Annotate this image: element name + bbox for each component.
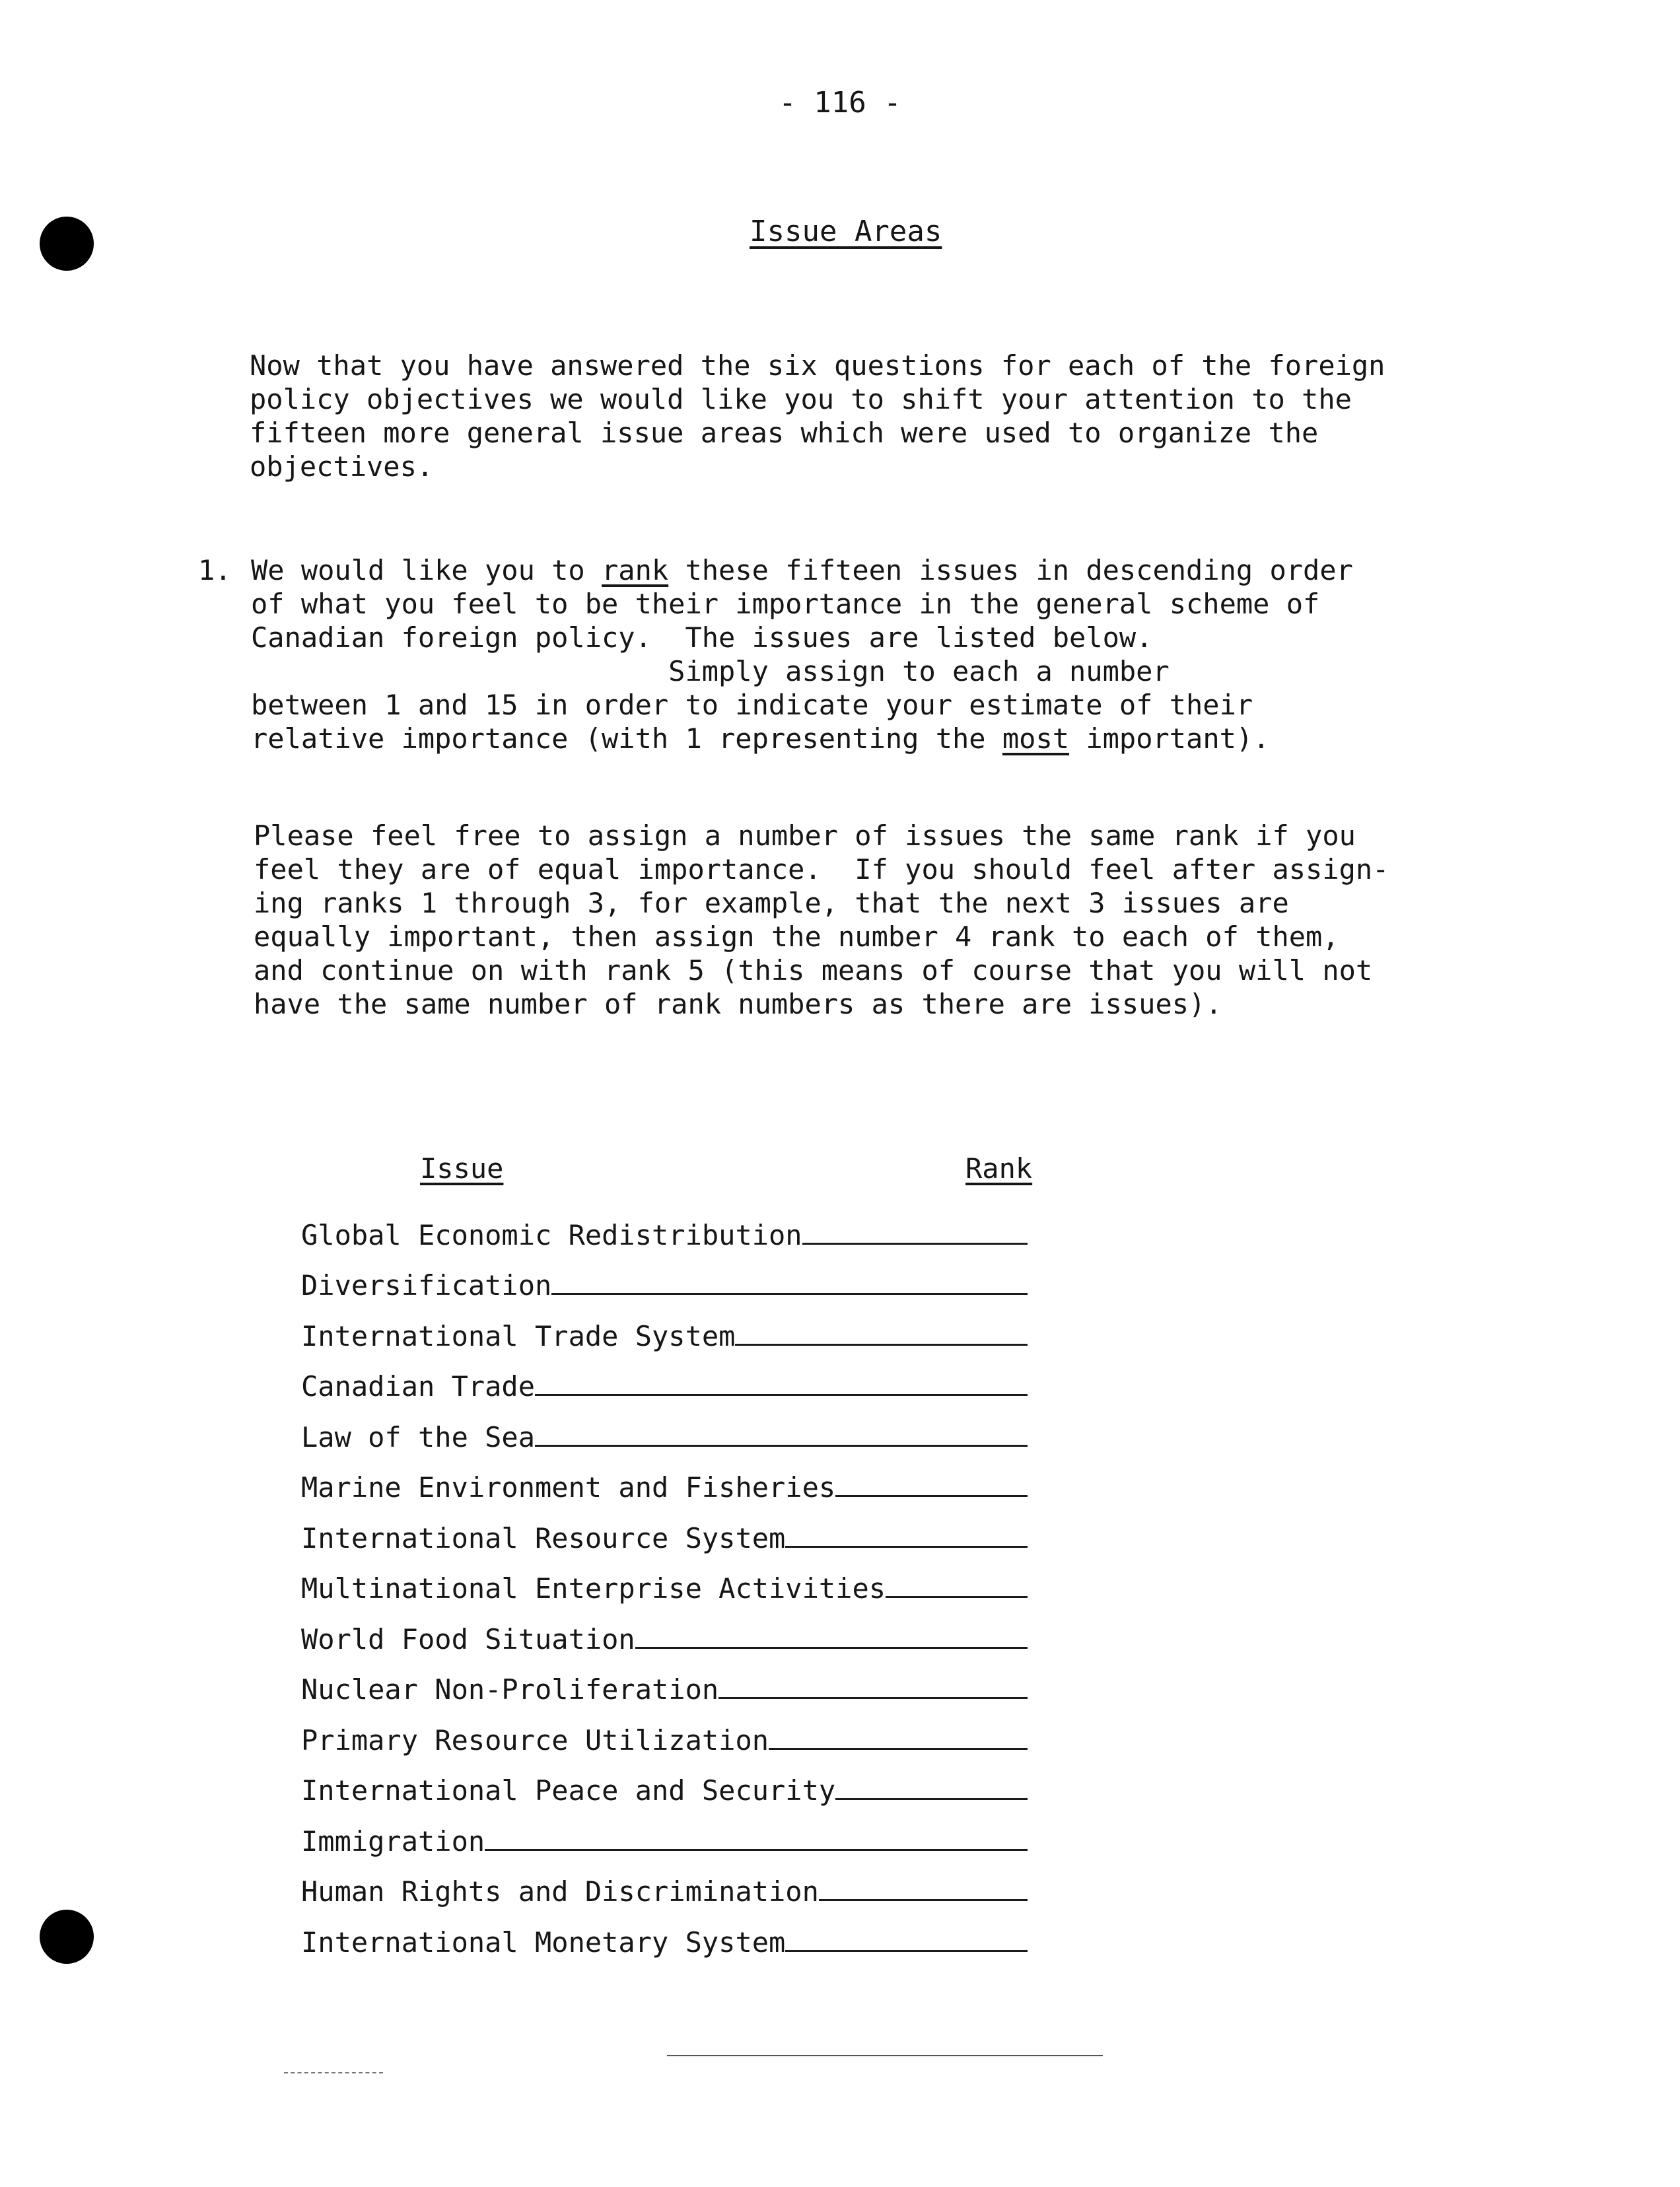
rank-blank[interactable] <box>785 1950 1028 1952</box>
issue-list <box>301 1200 1061 1959</box>
rank-blank[interactable] <box>535 1445 1028 1447</box>
issue-label: Diversification <box>301 1269 552 1302</box>
issue-row <box>301 1756 1061 1807</box>
emphasis-most: most <box>1002 722 1070 755</box>
issue-label: International Monetary System <box>301 1926 786 1959</box>
binder-hole <box>40 1910 94 1964</box>
rank-blank[interactable] <box>769 1748 1028 1750</box>
binder-hole <box>40 217 94 271</box>
question-text: these fifteen issues in descending order of what you feel to be their importance in the general scheme of Canadian foreign policy. The issues are listed below. Simply assign to each a number between 1 and 15 in order to indicate your estimate of their relative importance (with 1 representing the <box>251 554 1353 755</box>
rank-blank[interactable] <box>835 1495 1028 1497</box>
issue-label: International Resource System <box>301 1521 786 1554</box>
issue-row <box>301 1807 1061 1857</box>
issue-label: Primary Resource Utilization <box>301 1723 769 1756</box>
rank-blank[interactable] <box>535 1394 1028 1396</box>
issue-row <box>301 1504 1061 1554</box>
issue-label: Marine Environment and Fisheries <box>301 1471 836 1504</box>
issue-label: Multinational Enterprise Activities <box>301 1572 886 1605</box>
issue-label: Canadian Trade <box>301 1370 536 1403</box>
issue-row <box>301 1908 1061 1959</box>
rank-blank[interactable] <box>886 1596 1028 1598</box>
rank-blank[interactable] <box>551 1293 1028 1295</box>
issue-row <box>301 1605 1061 1655</box>
issue-row <box>301 1655 1061 1706</box>
issue-row <box>301 1403 1061 1453</box>
issue-row <box>301 1706 1061 1756</box>
question-text: We would like you to <box>251 554 602 586</box>
question-text: important). <box>1069 722 1270 755</box>
rank-blank[interactable] <box>635 1647 1028 1649</box>
issue-row <box>301 1453 1061 1504</box>
section-title: Issue Areas <box>750 215 942 248</box>
column-header-issue: Issue <box>420 1152 504 1185</box>
issue-label: Law of the Sea <box>301 1420 536 1453</box>
column-header-rank: Rank <box>965 1152 1033 1185</box>
issue-label: International Peace and Security <box>301 1774 836 1807</box>
question-number: 1. <box>198 554 232 586</box>
issue-label: Immigration <box>301 1824 485 1857</box>
page-number: - 116 - <box>779 86 901 120</box>
intro-paragraph: Now that you have answered the six questions for each of the foreign policy objectives we would like you to shift your attention to the fifteen more general issue areas which were used to organize the objectives. <box>250 349 1385 483</box>
rank-blank[interactable] <box>802 1243 1028 1245</box>
divider-line <box>284 2072 383 2073</box>
rank-blank[interactable] <box>735 1344 1028 1346</box>
issue-label: Nuclear Non-Proliferation <box>301 1673 719 1706</box>
rank-blank[interactable] <box>819 1899 1028 1901</box>
issue-row <box>301 1554 1061 1605</box>
rank-blank[interactable] <box>785 1546 1028 1548</box>
issue-row <box>301 1352 1061 1403</box>
issue-row <box>301 1251 1061 1302</box>
instructions-paragraph: Please feel free to assign a number of issues the same rank if you feel they are of equal importance. If you should feel after assign- ing ranks 1 through 3, for example, that the next 3 issues are equally important, then assign the number 4 rank to each of them, and continue on with rank 5 (this means of course that you will not have the same number of rank numbers as there are issues). <box>254 819 1389 1020</box>
issue-row <box>301 1302 1061 1352</box>
issue-label: World Food Situation <box>301 1622 635 1655</box>
issue-label: Human Rights and Discrimination <box>301 1875 819 1908</box>
issue-row <box>301 1857 1061 1908</box>
rank-blank[interactable] <box>485 1849 1028 1851</box>
divider-line <box>667 2055 1103 2056</box>
rank-blank[interactable] <box>835 1798 1028 1800</box>
issue-row <box>301 1200 1061 1251</box>
emphasis-rank: rank <box>602 554 669 586</box>
issue-label: International Trade System <box>301 1319 736 1352</box>
rank-blank[interactable] <box>718 1697 1028 1699</box>
issue-label: Global Economic Redistribution <box>301 1218 802 1251</box>
question-paragraph <box>251 553 1353 755</box>
